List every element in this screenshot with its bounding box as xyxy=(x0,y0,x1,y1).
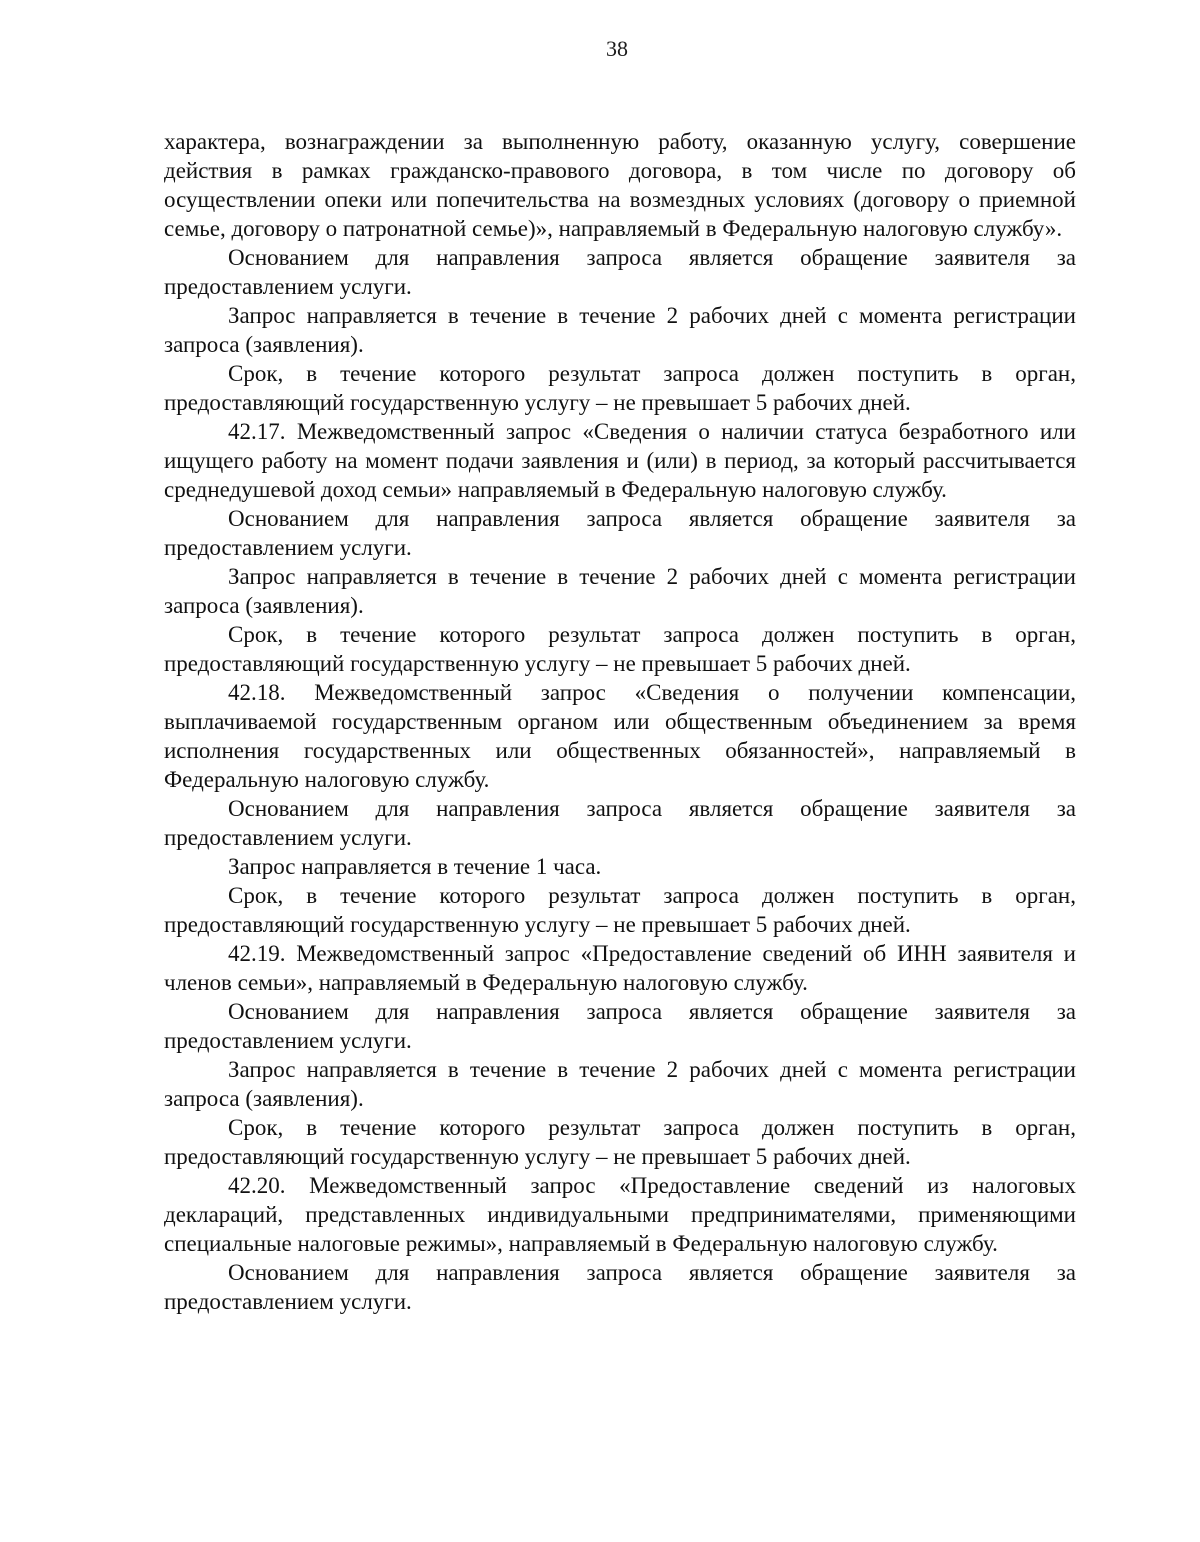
paragraph-basis: Основанием для направления запроса является обращение заявителя за предоставлением услуги. xyxy=(164,796,1076,850)
paragraph-item-42-17: 42.17. Межведомственный запрос «Сведения о наличии статуса безработного или ищущего работу на момент подачи заявления и (или) в период, за который рассчитывается среднедушевой доход семьи» направляемый в Федеральную налоговую службу. xyxy=(164,419,1076,502)
paragraph-basis: Основанием для направления запроса является обращение заявителя за предоставлением услуги. xyxy=(164,999,1076,1053)
paragraph-item-42-18: 42.18. Межведомственный запрос «Сведения о получении компенсации, выплачиваемой государственным органом или общественным объединением за время исполнения государственных или общественных обязанностей», направляемый в Федеральную налоговую службу. xyxy=(164,680,1076,792)
paragraph-deadline: Срок, в течение которого результат запроса должен поступить в орган, предоставляющий государственную услугу – не превышает 5 рабочих дней. xyxy=(164,883,1076,937)
paragraph-basis: Основанием для направления запроса является обращение заявителя за предоставлением услуги. xyxy=(164,1260,1076,1314)
paragraph-deadline: Срок, в течение которого результат запроса должен поступить в орган, предоставляющий государственную услугу – не превышает 5 рабочих дней. xyxy=(164,1115,1076,1169)
page-number: 38 xyxy=(606,36,628,61)
paragraph-timing: Запрос направляется в течение в течение 2 рабочих дней с момента регистрации запроса (заявления). xyxy=(164,564,1076,618)
paragraph-timing: Запрос направляется в течение в течение 2 рабочих дней с момента регистрации запроса (заявления). xyxy=(164,1057,1076,1111)
paragraph-deadline: Срок, в течение которого результат запроса должен поступить в орган, предоставляющий государственную услугу – не превышает 5 рабочих дней. xyxy=(164,622,1076,676)
paragraph-deadline: Срок, в течение которого результат запроса должен поступить в орган, предоставляющий государственную услугу – не превышает 5 рабочих дней. xyxy=(164,361,1076,415)
paragraph-basis: Основанием для направления запроса является обращение заявителя за предоставлением услуги. xyxy=(164,506,1076,560)
document-body xyxy=(164,127,1076,1316)
paragraph-item-42-19: 42.19. Межведомственный запрос «Предоставление сведений об ИНН заявителя и членов семьи», направляемый в Федеральную налоговую службу. xyxy=(164,941,1076,995)
paragraph-timing: Запрос направляется в течение 1 часа. xyxy=(228,854,602,879)
paragraph-basis: Основанием для направления запроса является обращение заявителя за предоставлением услуги. xyxy=(164,245,1076,299)
paragraph-item-42-20: 42.20. Межведомственный запрос «Предоставление сведений из налоговых деклараций, представленных индивидуальными предпринимателями, применяющими специальные налоговые режимы», направляемый в Федеральную налоговую службу. xyxy=(164,1173,1076,1256)
paragraph-continuation: характера, вознаграждении за выполненную работу, оказанную услугу, совершение действия в рамках гражданско-правового договора, в том числе по договору об осуществлении опеки или попечительства на возмездных условиях (договору о приемной семье, договору о патронатной семье)», направляемый в Федеральную налоговую службу». xyxy=(164,129,1076,241)
paragraph-timing: Запрос направляется в течение в течение 2 рабочих дней с момента регистрации запроса (заявления). xyxy=(164,303,1076,357)
